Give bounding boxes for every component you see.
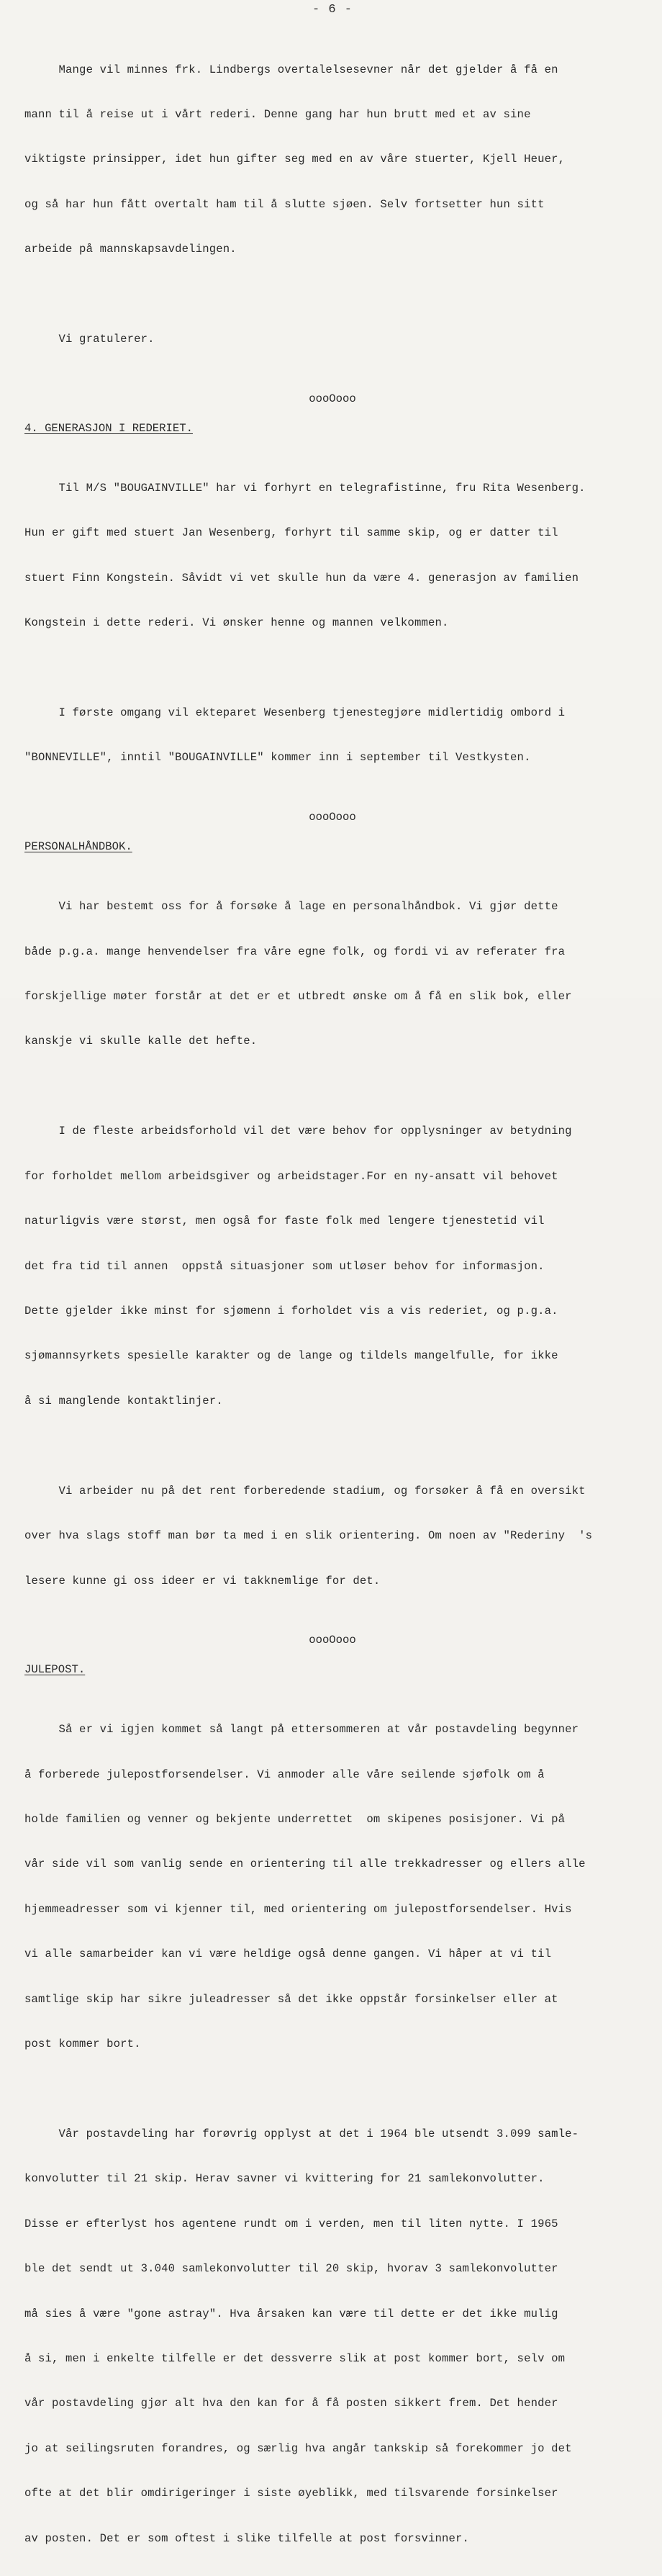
text-line: vår postavdeling gjør alt hva den kan for å få posten sikkert frem. Det hender (24, 2397, 558, 2410)
paragraph (24, 2097, 640, 2576)
text-line: over hva slags stoff man bør ta med i en slik orientering. Om noen av "Rederiny 's (24, 1529, 593, 1543)
paragraph (24, 1693, 640, 2082)
text-line: og så har hun fått overtalt ham til å slutte sjøen. Selv fortsetter hun sitt (24, 197, 545, 211)
text-line: må sies å være "gone astray". Hva årsaken kan være til dette er det ikke mulig (24, 2307, 558, 2320)
text-line: Vi arbeider nu på det rent forberedende stadium, og forsøker å få en oversikt (24, 1484, 586, 1498)
text-line: lesere kunne gi oss ideer er vi takknemlige for det. (24, 1574, 381, 1588)
section-heading (24, 421, 640, 436)
text-line: jo at seilingsruten forandres, og særlig hva angår tankskip så forekommer jo det (24, 2441, 572, 2455)
text-line: "BONNEVILLE", inntil "BOUGAINVILLE" kommer inn i september til Vestkysten. (24, 751, 531, 765)
section-julepost (24, 1662, 640, 2576)
text-line: å si manglende kontaktlinjer. (24, 1394, 223, 1408)
text-line: Mange vil minnes frk. Lindbergs overtalelsesevner når det gjelder å få en (24, 63, 558, 76)
text-line: kanskje vi skulle kalle det hefte. (24, 1035, 258, 1048)
text-line: I de fleste arbeidsforhold vil det være behov for opplysninger av betydning (24, 1125, 572, 1138)
text-line: samtlige skip har sikre juleadresser så det ikke oppstår forsinkelser eller at (24, 1992, 558, 2006)
section-lindberg (24, 32, 640, 405)
paragraph (24, 302, 640, 377)
paragraph (24, 1094, 640, 1438)
text-line: vi alle samarbeider kan vi være heldige også denne gangen. Vi håper at vi til (24, 1947, 552, 1961)
text-line: mann til å reise ut i vårt rederi. Denne gang har hun brutt med et av sine (24, 107, 531, 121)
text-line: holde familien og venner og bekjente underrettet om skipenes posisjoner. Vi på (24, 1813, 566, 1827)
text-line: forskjellige møter forstår at det er et utbredt ønske om å få en slik bok, eller (24, 990, 572, 1004)
section-heading (24, 1662, 640, 1677)
text-line: Dette gjelder ikke minst for sjømenn i forholdet vis a vis rederiet, og p.g.a. (24, 1304, 558, 1318)
text-line: ble det sendt ut 3.040 samlekonvolutter til 20 skip, hvorav 3 samlekonvolutter (24, 2262, 558, 2276)
text-line: naturligvis være størst, men også for faste folk med lengere tjenestetid vil (24, 1215, 545, 1228)
text-line: for forholdet mellom arbeidsgiver og arbeidstager.For en ny-ansatt vil behovet (24, 1169, 558, 1183)
section-separator: oooOooo (309, 392, 356, 405)
section-separator: oooOooo (309, 810, 356, 824)
text-line: arbeide på mannskapsavdelingen. (24, 243, 237, 256)
text-line: det fra tid til annen oppstå situasjoner som utløser behov for informasjon. (24, 1259, 545, 1273)
paragraph (24, 451, 640, 660)
text-line: Til M/S "BOUGAINVILLE" har vi forhyrt en telegrafistinne, fru Rita Wesenberg. (24, 481, 586, 495)
text-line: å si, men i enkelte tilfelle er det dessverre slik at post kommer bort, selv om (24, 2351, 566, 2365)
text-line: hjemmeadresser som vi kjenner til, med orientering om julepostforsendelser. Hvis (24, 1902, 572, 1916)
text-line: vår side vil som vanlig sende en orientering til alle trekkadresser og ellers alle (24, 1857, 586, 1871)
section-heading-text: JULEPOST. (24, 1662, 86, 1676)
paragraph (24, 1454, 640, 1618)
text-line: viktigste prinsipper, idet hun gifter seg med en av våre stuerter, Kjell Heuer, (24, 153, 566, 166)
paragraph (24, 870, 640, 1079)
text-line: av posten. Det er som oftest i slike tilfelle at post forsvinner. (24, 2531, 470, 2545)
section-4-generasjon (24, 421, 640, 824)
text-line: ofte at det blir omdirigeringer i siste øyeblikk, med tilsvarende forsinkelser (24, 2487, 558, 2500)
text-line: å forberede julepostforsendelser. Vi anmoder alle våre seilende sjøfolk om å (24, 1767, 545, 1781)
text-line: Vi gratulerer. (24, 333, 155, 346)
text-line: konvolutter til 21 skip. Herav savner vi kvittering for 21 samlekonvolutter. (24, 2172, 545, 2186)
section-separator: oooOooo (309, 1633, 356, 1647)
text-line: Så er vi igjen kommet så langt på ettersommeren at vår postavdeling begynner (24, 1723, 579, 1737)
text-line: både p.g.a. mange henvendelser fra våre egne folk, og fordi vi av referater fra (24, 945, 566, 958)
section-personalhandbok (24, 839, 640, 1647)
text-line: Disse er efterlyst hos agentene rundt om i verden, men til liten nytte. I 1965 (24, 2217, 558, 2230)
text-line: post kommer bort. (24, 2037, 141, 2051)
text-line: Vår postavdeling har forøvrig opplyst at det i 1964 ble utsendt 3.099 samle- (24, 2127, 579, 2141)
text-line: stuert Finn Kongstein. Såvidt vi vet skulle hun da være 4. generasjon av familien (24, 571, 579, 585)
text-line: Kongstein i dette rederi. Vi ønsker henne og mannen velkommen. (24, 616, 449, 630)
section-heading (24, 839, 640, 855)
section-heading-text: 4. GENERASJON I REDERIET. (24, 421, 193, 435)
section-heading-text: PERSONALHÅNDBOK. (24, 839, 132, 853)
text-line: Hun er gift med stuert Jan Wesenberg, forhyrt til samme skip, og er datter til (24, 526, 558, 540)
text-line: I første omgang vil ekteparet Wesenberg tjenestegjøre midlertidig ombord i (24, 706, 566, 720)
paragraph (24, 675, 640, 795)
page-number: - 6 - (312, 3, 353, 17)
text-line: sjømannsyrkets spesielle karakter og de lange og tildels mangelfulle, for ikke (24, 1349, 558, 1363)
paragraph (24, 32, 640, 287)
text-line: Vi har bestemt oss for å forsøke å lage en personalhåndbok. Vi gjør dette (24, 900, 558, 914)
